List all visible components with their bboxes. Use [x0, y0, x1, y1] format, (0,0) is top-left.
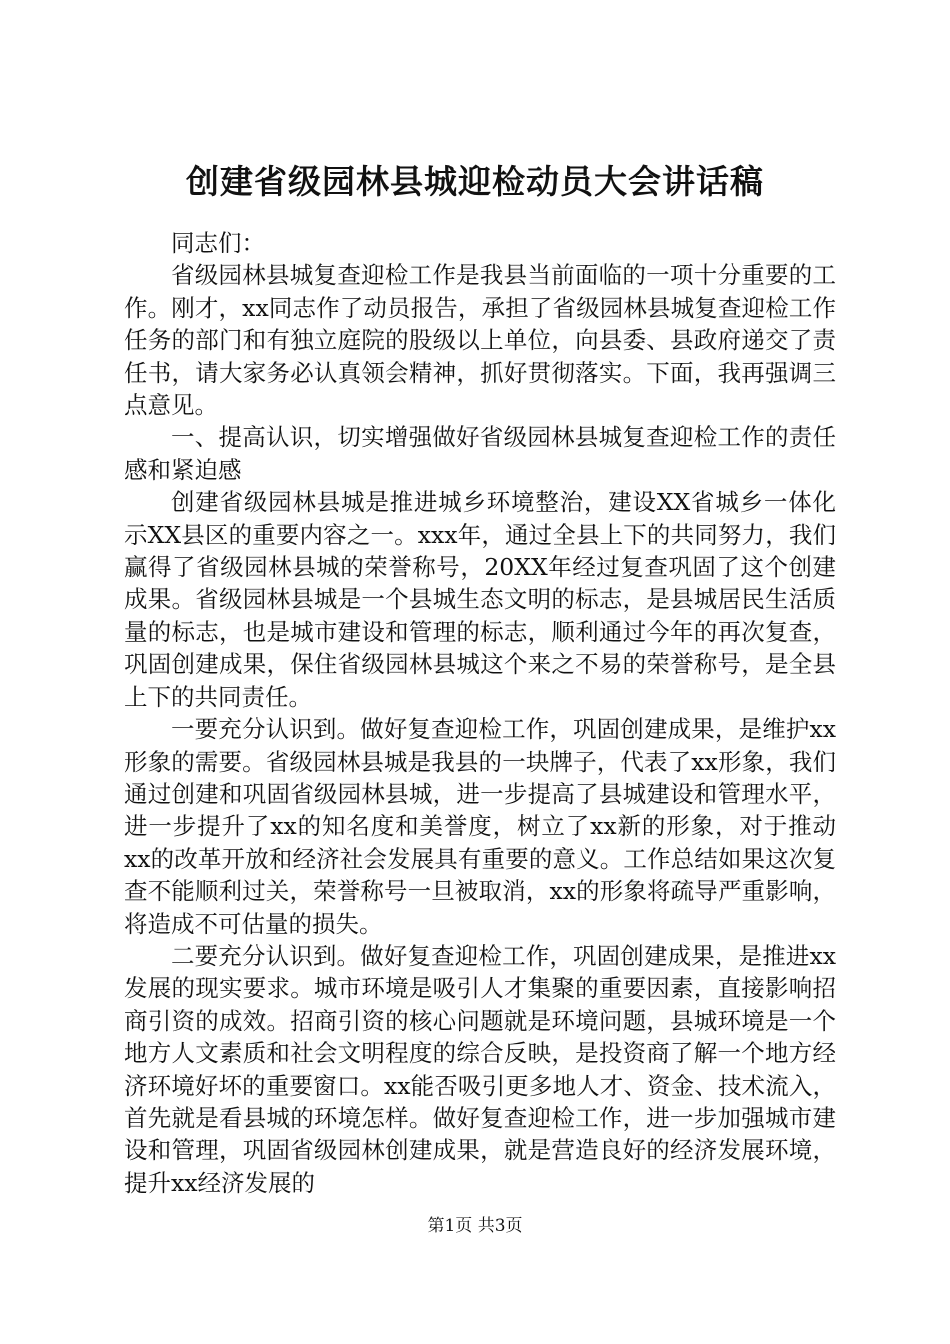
intro-paragraph: 省级园林县城复查迎检工作是我县当前面临的一项十分重要的工作。刚才，xx同志作了动员报告，承担了省级园林县城复查迎检工作任务的部门和有独立庭院的股级以上单位，向县委、县政府递交了责任书，请大家务必认真领会精神，抓好贯彻落实。下面，我再强调三点意见。	[124, 261, 836, 420]
body-paragraph: 二要充分认识到。做好复查迎检工作，巩固创建成果，是推进xx发展的现实要求。城市环境是吸引人才集聚的重要因素，直接影响招商引资的成效。招商引资的核心问题就是环境问题，县城环境是一个地方人文素质和社会文明程度的综合反映，是投资商了解一个地方经济环境好坏的重要窗口。xx能否吸引更多地人才、资金、技术流入，首先就是看县城的环境怎样。做好复查迎检工作，进一步加强城市建设和管理，巩固省级园林创建成果，就是营造良好的经济发展环境，提升xx经济发展的	[124, 941, 836, 1197]
section-heading-1: 一、提高认识，切实增强做好省级园林县城复查迎检工作的责任感和紧迫感	[124, 423, 836, 484]
salutation-paragraph: 同志们：	[171, 229, 265, 257]
body-paragraph: 一要充分认识到。做好复查迎检工作，巩固创建成果，是维护xx形象的需要。省级园林县城是我县的一块牌子，代表了xx形象，我们通过创建和巩固省级园林县城，进一步提高了县城建设和管理水平，进一步提升了xx的知名度和美誉度，树立了xx新的形象，对于推动xx的改革开放和经济社会发展具有重要的意义。工作总结如果这次复查不能顺利过关，荣誉称号一旦被取消，xx的形象将疏导严重影响，将造成不可估量的损失。	[124, 715, 836, 938]
page-number-footer: 第1页 共3页	[427, 1216, 523, 1236]
body-paragraph: 创建省级园林县城是推进城乡环境整治，建设XX省城乡一体化示XX县区的重要内容之一。xxx年，通过全县上下的共同努力，我们赢得了省级园林县城的荣誉称号，20XX年经过复查巩固了这个创建成果。省级园林县城是一个县城生态文明的标志，是县城居民生活质量的标志，也是城市建设和管理的标志，顺利通过今年的再次复查，巩固创建成果，保住省级园林县城这个来之不易的荣誉称号，是全县上下的共同责任。	[124, 488, 836, 711]
document-body	[124, 227, 836, 1199]
document-title: 创建省级园林县城迎检动员大会讲话稿	[186, 162, 764, 201]
